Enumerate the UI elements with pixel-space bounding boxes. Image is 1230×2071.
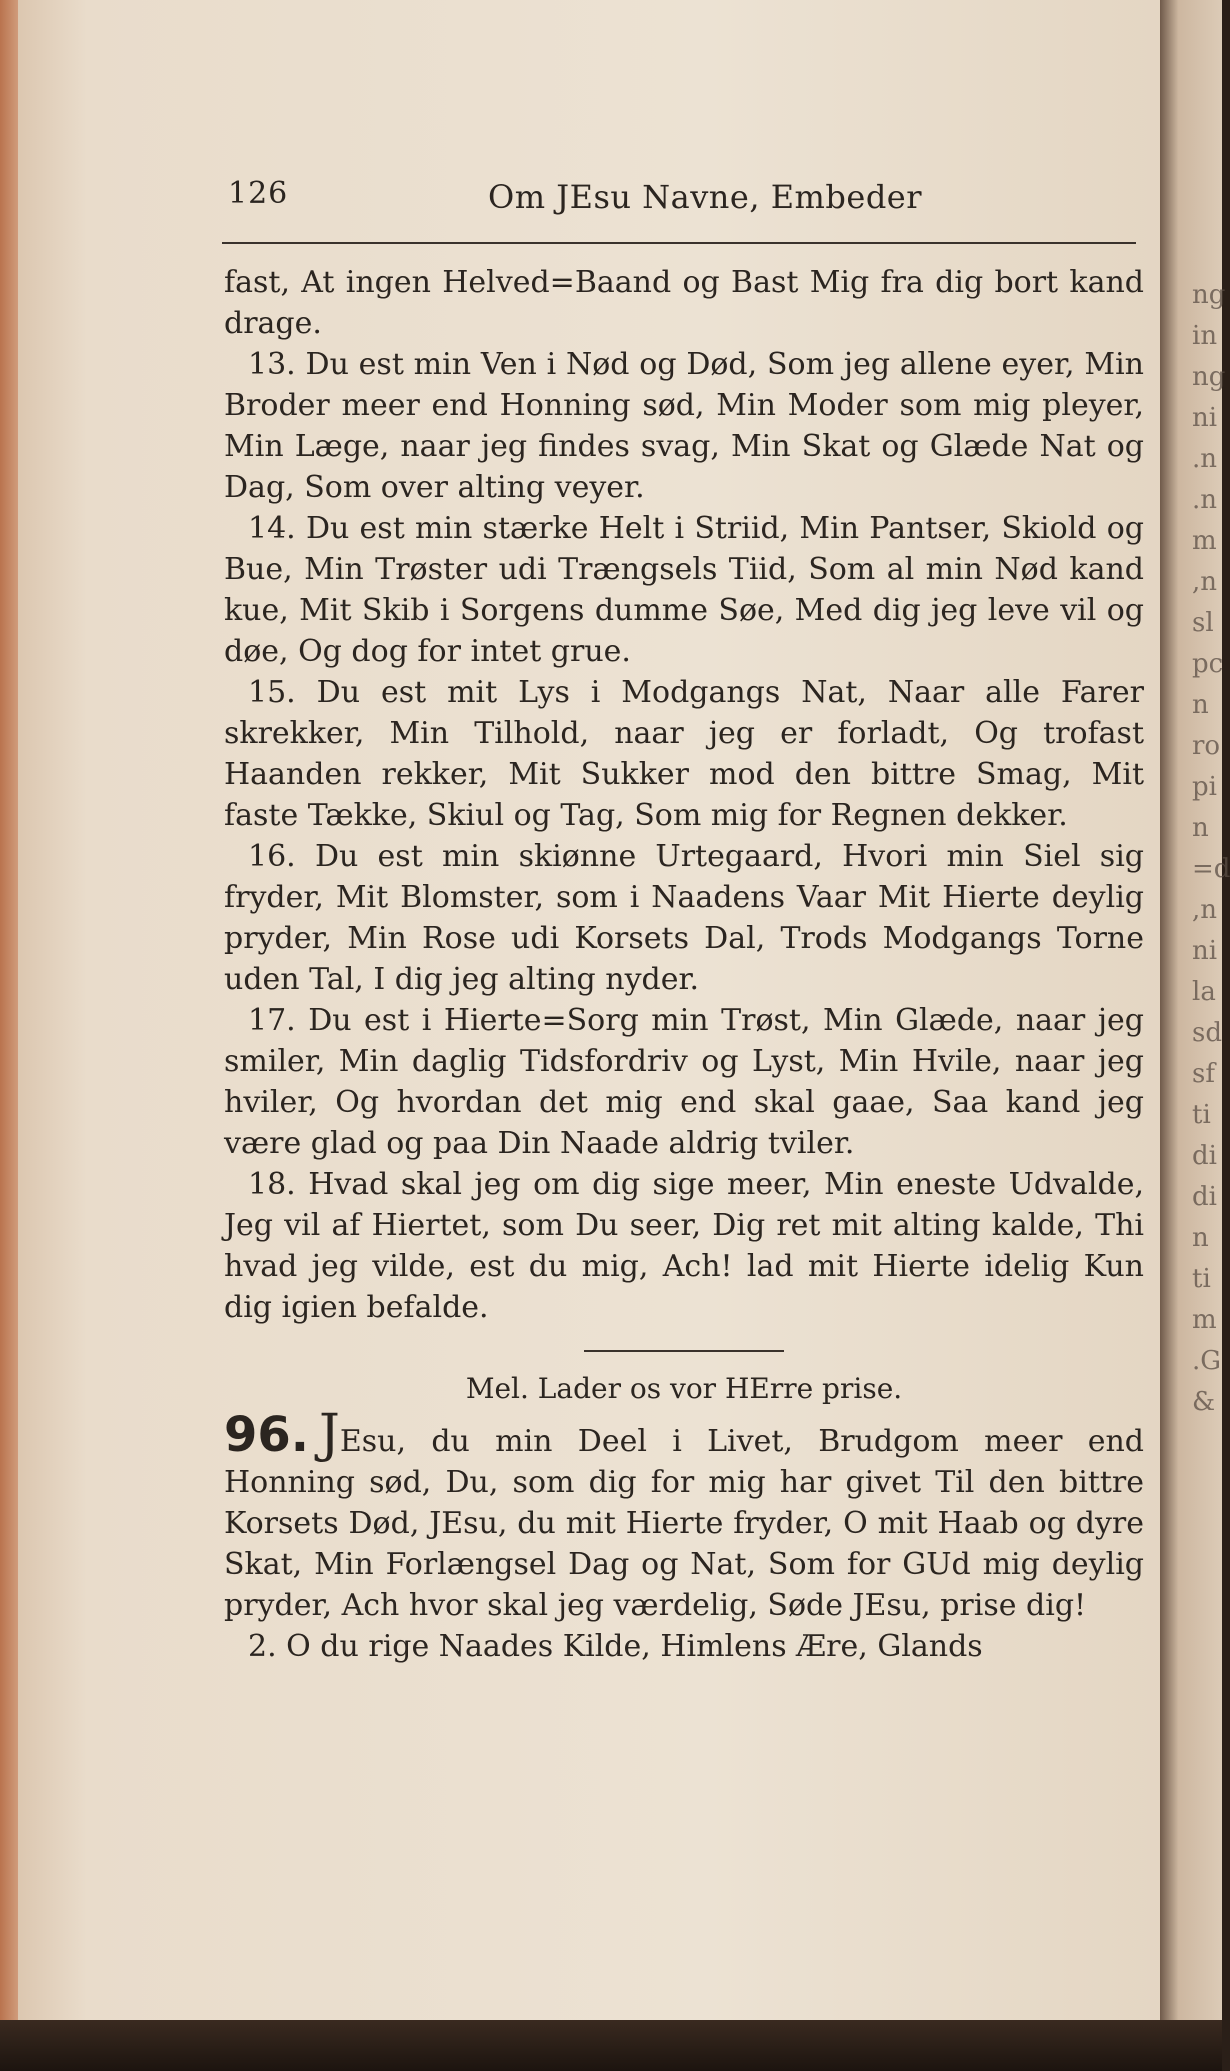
facing-page-fragment: n	[1192, 1223, 1209, 1253]
verse-number: 2.	[248, 1629, 277, 1664]
facing-page-fragment: di	[1192, 1141, 1217, 1171]
facing-page-fragment: ti	[1192, 1100, 1211, 1130]
facing-page-fragment: .G	[1192, 1346, 1222, 1376]
facing-page-fragment: ,n	[1192, 895, 1218, 925]
verse	[224, 1164, 1144, 1328]
verse-text: Du est min Ven i Nød og Død, Som jeg allene eyer, Min Broder meer end Honning sød, Min Moder som mig pleyer, Min Læge, naar jeg findes svag, Min Skat og Glæde Nat og Dag, Som over alting veyer.	[224, 347, 1144, 505]
verse-number: 17.	[248, 1003, 296, 1038]
verse-number: 18.	[248, 1167, 296, 1202]
facing-page-fragment: ,n	[1192, 567, 1218, 597]
facing-page-fragment: =d	[1192, 854, 1230, 884]
facing-page-fragment: &	[1192, 1387, 1216, 1417]
facing-page-fragment: ni	[1192, 403, 1218, 433]
verse-number: 13.	[248, 347, 296, 382]
verse	[224, 1000, 1144, 1164]
verse	[224, 344, 1144, 508]
verse-text: Du est i Hierte=Sorg min Trøst, Min Glæde, naar jeg smiler, Min daglig Tidsfordriv og Lyst, Min Hvile, naar jeg hviler, Og hvordan det mig end skal gaae, Saa kand jeg være glad og paa Din Naade aldrig tviler.	[224, 1003, 1144, 1161]
facing-page-fragment: sl	[1192, 608, 1214, 638]
facing-page-fragment: ro	[1192, 731, 1221, 761]
verse-number: 16.	[248, 839, 296, 874]
verse-text: Hvad skal jeg om dig sige meer, Min eneste Udvalde, Jeg vil af Hiertet, som Du seer, Dig ret mit alting kalde, Thi hvad jeg vilde, est du mig, Ach! lad mit Hierte idelig Kun dig igien befalde.	[224, 1167, 1144, 1325]
hymn-divider	[584, 1350, 784, 1352]
facing-page-fragment: ng	[1192, 280, 1226, 310]
facing-page-fragment: .n	[1192, 444, 1218, 474]
page-body	[224, 262, 1144, 1667]
verse-text: Du est mit Lys i Modgangs Nat, Naar alle Farer skrekker, Min Tilhold, naar jeg er forladt, Og trofast Haanden rekker, Mit Sukker mod den bittre Smag, Mit faste Tække, Skiul og Tag, Som mig for Regnen dekker.	[224, 675, 1144, 833]
facing-page-fragment: m	[1192, 1305, 1217, 1335]
page-bottom-edge	[0, 2020, 1222, 2071]
page-number: 126	[228, 176, 289, 211]
header-rule	[222, 242, 1136, 244]
facing-page-fragment: .n	[1192, 485, 1218, 515]
verse-text: Du est min skiønne Urtegaard, Hvori min Siel sig fryder, Mit Blomster, som i Naadens Vaar Mit Hierte deylig pryder, Min Rose udi Korsets Dal, Trods Modgangs Torne uden Tal, I dig jeg alting nyder.	[224, 839, 1144, 997]
verse-number: 14.	[248, 511, 296, 546]
verse	[224, 836, 1144, 1000]
facing-page-fragment: n	[1192, 690, 1209, 720]
facing-page-edge	[1160, 0, 1230, 2030]
hymn-number: 96.	[224, 1407, 310, 1463]
verse-number: 15.	[248, 675, 296, 710]
verse	[224, 1626, 1144, 1667]
facing-page-fragment: di	[1192, 1182, 1217, 1212]
melody-line: Mel. Lader os vor HErre prise.	[465, 1372, 903, 1405]
verse-text: Esu, du min Deel i Livet, Brudgom meer end Honning sød, Du, som dig for mig har givet Til den bittre Korsets Død, JEsu, du mit Hierte fryder, O mit Haab og dyre Skat, Min Forlængsel Dag og Nat, Som for GUd mig deylig pryder, Ach hvor skal jeg værdelig, Søde JEsu, prise dig!	[224, 1424, 1144, 1623]
verse-continuation: fast, At ingen Helved=Baand og Bast Mig fra dig bort kand drage.	[224, 265, 1144, 341]
verse-text: Du est min stærke Helt i Striid, Min Pantser, Skiold og Bue, Min Trøster udi Trængsels Tiid, Som al min Nød kand kue, Mit Skib i Sorgens dumme Søe, Med dig jeg leve vil og døe, Og dog for intet grue.	[224, 511, 1144, 669]
verse	[224, 508, 1144, 672]
facing-page-fragment: pc	[1192, 649, 1224, 679]
facing-page-fragment: ti	[1192, 1264, 1211, 1294]
facing-page-fragment: la	[1192, 977, 1216, 1007]
hymn-first-verse	[224, 1404, 1144, 1626]
facing-page-fragment: pi	[1192, 772, 1217, 802]
facing-page-fragment: sd	[1192, 1018, 1222, 1048]
facing-page-fragment: ng	[1192, 362, 1226, 392]
facing-page-fragment: in	[1192, 321, 1218, 351]
verse-text: O du rige Naades Kilde, Himlens Ære, Glands	[286, 1629, 983, 1664]
verse	[224, 672, 1144, 836]
page-header	[228, 176, 1133, 226]
drop-cap: J	[319, 1404, 340, 1464]
facing-page-fragment: n	[1192, 813, 1209, 843]
facing-page-fragment: m	[1192, 526, 1217, 556]
facing-page-fragment: sf	[1192, 1059, 1215, 1089]
facing-page-fragment: ni	[1192, 936, 1218, 966]
running-head: Om JEsu Navne, Embeder	[488, 178, 923, 216]
